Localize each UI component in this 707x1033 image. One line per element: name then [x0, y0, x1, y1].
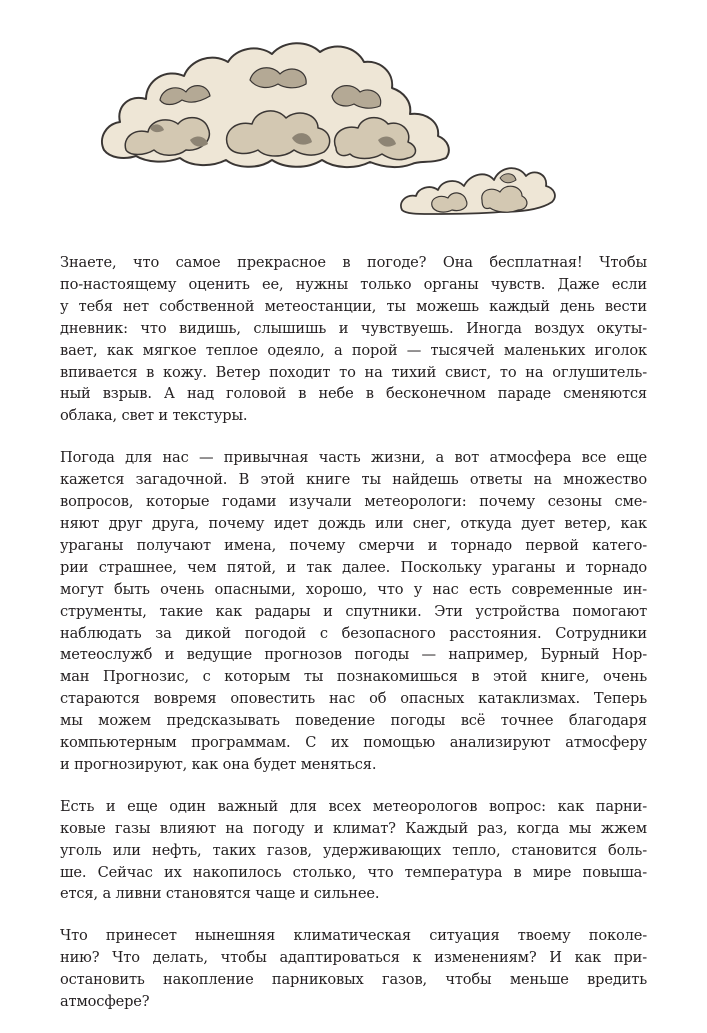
- text-line: ше. Сейчас их накопилось столько, что температура в мире повыша-: [60, 863, 647, 881]
- text-line: у тебя нет собственной метеостанции, ты можешь каждый день вести: [60, 297, 647, 315]
- text-line: метеослужб и ведущие прогнозов погоды — например, Бурный Нор-: [60, 646, 647, 664]
- paragraph-1: [60, 252, 647, 427]
- text-line: Что принесет нынешняя климатическая ситуация твоему поколе-: [60, 927, 647, 945]
- text-line: уголь или нефть, таких газов, удерживающих тепло, становится боль-: [60, 841, 647, 859]
- text-line: наблюдать за дикой погодой с безопасного расстояния. Сотрудники: [60, 624, 647, 642]
- text-line: кажется загадочной. В этой книге ты найдешь ответы на множество: [60, 471, 647, 489]
- text-line: няют друг друга, почему идет дождь или снег, откуда дует ветер, как: [60, 514, 647, 532]
- text-line: рии страшнее, чем пятой, и так далее. Поскольку ураганы и торнадо: [60, 558, 647, 576]
- text-line: Есть и еще один важный для всех метеорологов вопрос: как парни-: [60, 797, 647, 815]
- text-line: по-настоящему оценить ее, нужны только органы чувств. Даже если: [60, 275, 647, 293]
- text-line: ураганы получают имена, почему смерчи и торнадо первой катего-: [60, 536, 647, 554]
- text-line: мы можем предсказывать поведение погоды всё точнее благодаря: [60, 712, 647, 730]
- body-text: [60, 252, 647, 1033]
- text-line: вает, как мягкое теплое одеяло, а порой — тысячей маленьких иголок: [60, 341, 647, 359]
- text-line: ковые газы влияют на погоду и климат? Каждый раз, когда мы жжем: [60, 819, 647, 837]
- text-line: облака, свет и текстуры.: [60, 407, 248, 425]
- clouds-illustration: [0, 0, 707, 230]
- text-line: струменты, такие как радары и спутники. Эти устройства помогают: [60, 602, 647, 620]
- text-line: стараются вовремя оповестить нас об опасных катаклизмах. Теперь: [60, 690, 647, 708]
- text-line: вопросов, которые годами изучали метеорологи: почему сезоны сме-: [60, 493, 647, 511]
- text-line: могут быть очень опасными, хорошо, что у нас есть современные ин-: [60, 580, 647, 598]
- text-line: нию? Что делать, чтобы адаптироваться к изменениям? И как при-: [60, 949, 647, 967]
- text-line: компьютерным программам. С их помощью анализируют атмосферу: [60, 734, 647, 752]
- small-cloud: [401, 168, 555, 214]
- text-line: ется, а ливни становятся чаще и сильнее.: [60, 885, 380, 903]
- text-line: остановить накопление парниковых газов, чтобы меньше вредить: [60, 971, 647, 989]
- text-line: ман Прогнозис, с которым ты познакомишься в этой книге, очень: [60, 668, 647, 686]
- paragraph-2: [60, 447, 647, 776]
- text-line: атмосфере?: [60, 993, 150, 1011]
- paragraph-3: [60, 796, 647, 906]
- text-line: и прогнозируют, как она будет меняться.: [60, 755, 377, 773]
- large-cloud: [102, 43, 449, 167]
- text-line: ный взрыв. А над головой в небе в бесконечном параде сменяются: [60, 385, 647, 403]
- text-line: Погода для нас — привычная часть жизни, а вот атмосфера все еще: [60, 449, 647, 467]
- text-line: дневник: что видишь, слышишь и чувствуешь. Иногда воздух окуты-: [60, 319, 647, 337]
- text-line: впивается в кожу. Ветер походит то на тихий свист, то на оглушитель-: [60, 363, 647, 381]
- text-line: Знаете, что самое прекрасное в погоде? Она бесплатная! Чтобы: [60, 254, 647, 271]
